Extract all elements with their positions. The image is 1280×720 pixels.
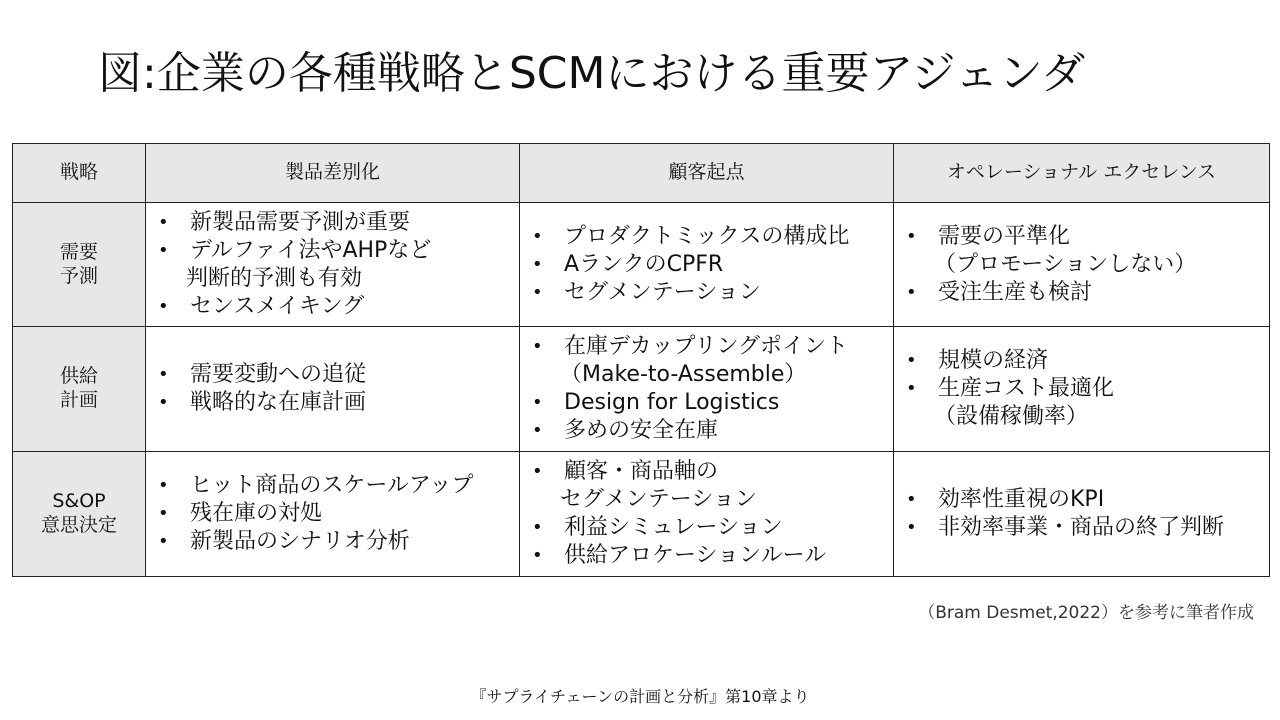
row-label-demand-forecast bbox=[13, 203, 146, 327]
table-row-sop-decision bbox=[13, 452, 1270, 577]
bullet-item: • 非効率事業・商品の終了判断 bbox=[904, 514, 1265, 542]
row-label-line: 需要 bbox=[59, 240, 98, 263]
row-label-line: S&OP bbox=[52, 490, 106, 513]
bullet-continuation: （Make-to-Assemble） bbox=[560, 362, 807, 387]
bullet-item: • 需要変動への追従 bbox=[156, 361, 515, 389]
bullet-item: • 戦略的な在庫計画 bbox=[156, 389, 515, 417]
bullet-item: • 多めの安全在庫 bbox=[530, 417, 889, 445]
bullet-item: • 新製品のシナリオ分析 bbox=[156, 528, 515, 556]
bullet-continuation: （設備稼働率） bbox=[934, 404, 1089, 429]
cell-demand-forecast-customer-centric bbox=[520, 203, 894, 327]
bullet-item: • センスメイキング bbox=[156, 293, 515, 321]
row-label-sop-decision bbox=[13, 452, 146, 577]
bullet-continuation: 判断的予測も有効 bbox=[186, 265, 363, 291]
bullet-list bbox=[146, 472, 519, 556]
row-label-line: 供給 bbox=[59, 365, 98, 388]
bullet-item: • 新製品需要予測が重要 bbox=[156, 209, 515, 237]
header-product-differentiation: 製品差別化 bbox=[146, 144, 520, 203]
row-label-line: 意思決定 bbox=[40, 514, 117, 536]
table-header-row bbox=[13, 144, 1270, 203]
cell-sop-decision-operational-excellence bbox=[894, 452, 1270, 577]
bullet-item: • 残在庫の対処 bbox=[156, 500, 515, 528]
bullet-list bbox=[894, 347, 1269, 431]
source-note: （Bram Desmet,2022）を参考に筆者作成 bbox=[918, 603, 1254, 623]
bullet-item: • ヒット商品のスケールアップ bbox=[156, 472, 515, 500]
bullet-list bbox=[894, 223, 1269, 307]
bullet-item: • Design for Logistics bbox=[530, 389, 889, 417]
bullet-item: • デルファイ法やAHPなど bbox=[156, 237, 515, 265]
header-strategy: 戦略 bbox=[13, 144, 146, 203]
table-row-supply-planning bbox=[13, 327, 1270, 452]
cell-sop-decision-product-differentiation bbox=[146, 452, 520, 577]
cell-demand-forecast-operational-excellence bbox=[894, 203, 1270, 327]
cell-demand-forecast-product-differentiation bbox=[146, 203, 520, 327]
bullet-item: • 利益シミュレーション bbox=[530, 514, 889, 542]
bullet-list bbox=[520, 458, 893, 570]
row-label-supply-planning bbox=[13, 327, 146, 452]
row-label-line: 計画 bbox=[59, 389, 98, 411]
bullet-item: • 顧客・商品軸の bbox=[530, 458, 889, 486]
bullet-item: • 効率性重視のKPI bbox=[904, 486, 1265, 514]
table-row-demand-forecast bbox=[13, 203, 1270, 327]
cell-supply-planning-product-differentiation bbox=[146, 327, 520, 452]
strategy-agenda-table bbox=[12, 143, 1270, 577]
bullet-list bbox=[894, 486, 1269, 542]
cell-sop-decision-customer-centric bbox=[520, 452, 894, 577]
bullet-continuation: セグメンテーション bbox=[560, 487, 757, 512]
bullet-list bbox=[146, 209, 519, 321]
page-title: 図:企業の各種戦略とSCMにおける重要アジェンダ bbox=[98, 48, 1086, 99]
bullet-list bbox=[520, 333, 893, 445]
bullet-list bbox=[146, 361, 519, 417]
bullet-item: • プロダクトミックスの構成比 bbox=[530, 223, 889, 251]
footer-caption: 『サプライチェーンの計画と分析』第10章より bbox=[470, 687, 810, 706]
bullet-item: • 在庫デカップリングポイント bbox=[530, 333, 889, 361]
bullet-item: • 規模の経済 bbox=[904, 347, 1265, 375]
cell-supply-planning-customer-centric bbox=[520, 327, 894, 452]
header-operational-excellence-line2: エクセレンス bbox=[1103, 161, 1217, 184]
header-customer-centric: 顧客起点 bbox=[520, 144, 894, 203]
bullet-item: • セグメンテーション bbox=[530, 279, 889, 307]
bullet-continuation: （プロモーションしない） bbox=[934, 251, 1197, 277]
cell-supply-planning-operational-excellence bbox=[894, 327, 1270, 452]
bullet-list bbox=[520, 223, 893, 307]
bullet-item: • 受注生産も検討 bbox=[904, 279, 1265, 307]
header-operational-excellence-line1: オペレーショナル bbox=[946, 161, 1098, 184]
row-label-line: 予測 bbox=[59, 264, 98, 287]
bullet-item: • 供給アロケーションルール bbox=[530, 542, 889, 570]
bullet-item: • 生産コスト最適化 bbox=[904, 375, 1265, 403]
header-operational-excellence bbox=[894, 144, 1270, 203]
bullet-item: • AランクのCPFR bbox=[530, 251, 889, 279]
bullet-item: • 需要の平準化 bbox=[904, 223, 1265, 251]
